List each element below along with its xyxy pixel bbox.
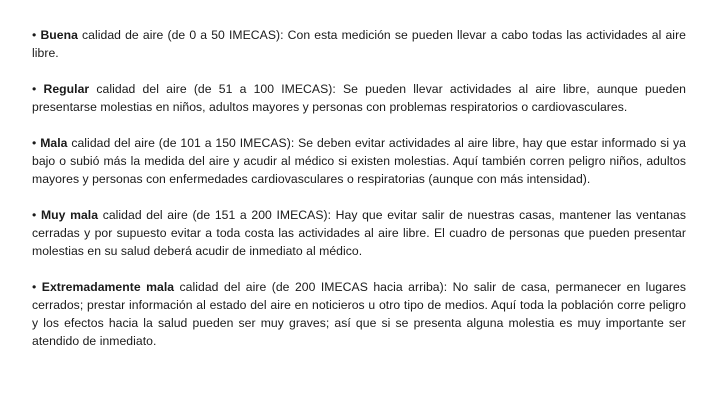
quality-description: calidad del aire (de 51 a 100 IMECAS): Se pueden llevar actividades al aire libre, aunque pueden presentarse molestias en niños, adultos mayores y personas con problemas respiratorios o cardiovasculares. (32, 82, 686, 114)
quality-term: Buena (40, 28, 78, 42)
bullet: • (32, 208, 37, 222)
quality-term: Muy mala (40, 208, 99, 222)
quality-description: calidad de aire (de 0 a 50 IMECAS): Con esta medición se pueden llevar a cabo todas las actividades al aire libre. (32, 28, 687, 60)
air-quality-item-buena (32, 26, 686, 62)
bullet: • (32, 82, 37, 96)
bullet: • (32, 136, 37, 150)
air-quality-item-regular (32, 80, 686, 116)
bullet: • (32, 28, 37, 42)
bullet: • (32, 280, 37, 294)
quality-description: calidad del aire (de 101 a 150 IMECAS): Se deben evitar actividades al aire libre, hay que estar informado si ya bajo o subió más la medida del aire y acudir al médico si existen molestias. Aquí también corren peligro niños, adultos mayores y personas con enfermedades cardiovasculares o respiratorias (aunque con más intensidad). (32, 136, 687, 186)
quality-description: calidad del aire (de 200 IMECAS hacia arriba): No salir de casa, permanecer en lugares cerrados; prestar información al estado del aire en noticieros u otro tipo de medios. Aquí toda la población corre peligro y los efectos hacia la salud pueden ser muy graves; así que si se presenta alguna molestia es muy importante ser atendido de inmediato. (32, 280, 687, 348)
quality-term: Extremadamente mala (41, 280, 175, 294)
quality-term: Regular (43, 82, 90, 96)
quality-term: Mala (40, 136, 68, 150)
quality-description: calidad del aire (de 151 a 200 IMECAS): Hay que evitar salir de nuestras casas, mantener las ventanas cerradas y por supuesto evitar a toda costa las actividades al aire libre. El cuadro de personas que pueden presentar molestias en su salud deberá acudir de inmediato al médico. (32, 208, 686, 258)
document-body (32, 26, 686, 368)
air-quality-item-muy-mala (32, 206, 686, 260)
air-quality-item-mala (32, 134, 686, 188)
air-quality-item-extremadamente-mala (32, 278, 686, 350)
